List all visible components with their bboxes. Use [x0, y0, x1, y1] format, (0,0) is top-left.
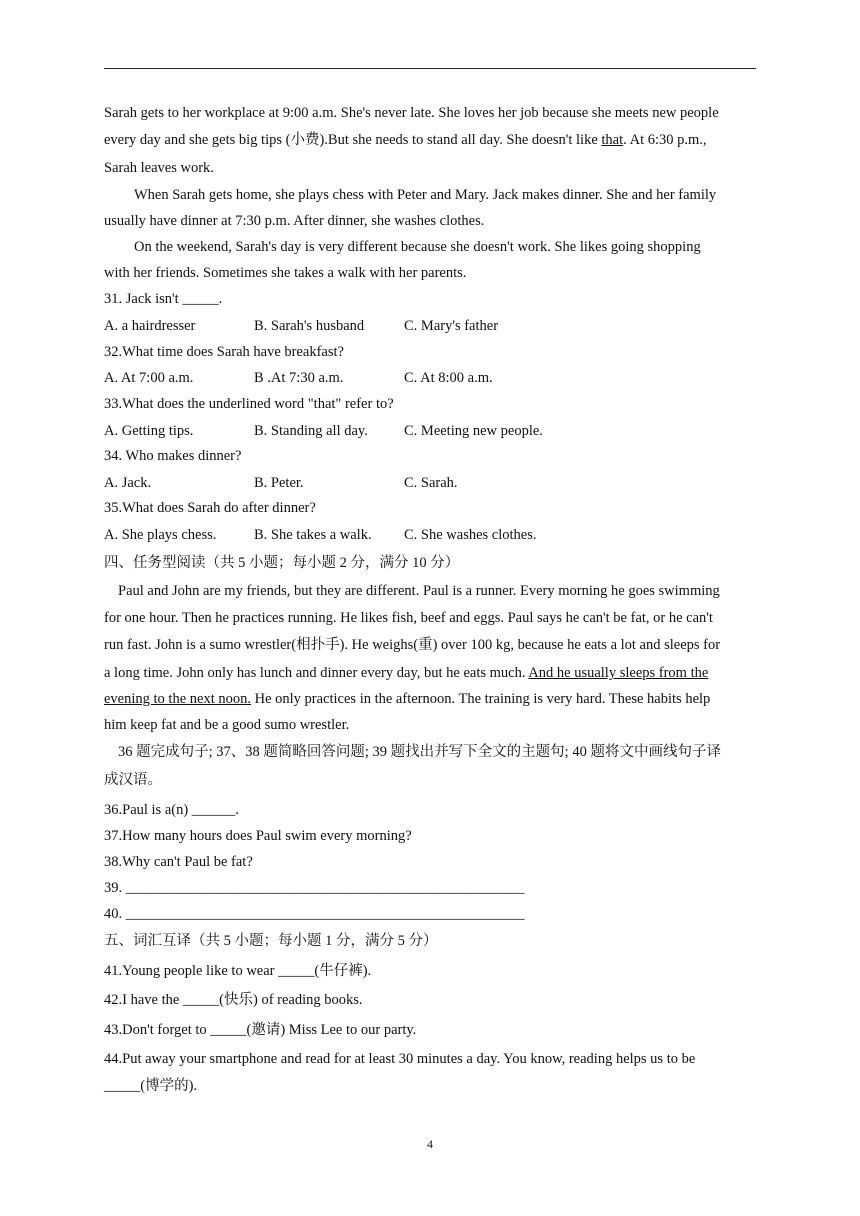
option-a: A. Getting tips. — [104, 423, 194, 439]
option-c: C. Mary's father — [404, 318, 499, 334]
question-stem: 34. Who makes dinner? — [104, 448, 242, 464]
option-c: C. Meeting new people. — [404, 423, 543, 439]
question-39-answer-line: 39. _______________________________________________________ — [104, 880, 525, 896]
question-37: 37.How many hours does Paul swim every morning? — [104, 828, 412, 844]
option-a: A. She plays chess. — [104, 527, 217, 543]
option-c: C. At 8:00 a.m. — [404, 370, 493, 386]
option-b: B. She takes a walk. — [254, 527, 372, 543]
header-rule — [104, 68, 756, 69]
page-number: 4 — [427, 1137, 433, 1151]
passage-line: Sarah gets to her workplace at 9:00 a.m. She's never late. She loves her job because she meets new people — [104, 105, 719, 121]
passage-line: for one hour. Then he practices running. He likes fish, beef and eggs. Paul says he can't be fat, or he can't — [104, 610, 713, 626]
question-43: 43.Don't forget to _____(邀请) Miss Lee to our party. — [104, 1022, 417, 1038]
passage-line: usually have dinner at 7:30 p.m. After dinner, she washes clothes. — [104, 213, 485, 229]
question-38: 38.Why can't Paul be fat? — [104, 854, 253, 870]
question-44: 44.Put away your smartphone and read for at least 30 minutes a day. You know, reading helps us to be — [104, 1051, 696, 1067]
passage-line: a long time. John only has lunch and dinner every day, but he eats much. And he usually sleeps from the — [104, 665, 709, 681]
question-stem: 33.What does the underlined word "that" refer to? — [104, 396, 394, 412]
passage-line: Sarah leaves work. — [104, 160, 214, 176]
section-heading: 五、词汇互译（共 5 小题；每小题 1 分，满分 5 分） — [104, 933, 438, 949]
underlined-word-that: that — [601, 132, 624, 148]
question-stem: 32.What time does Sarah have breakfast? — [104, 344, 344, 360]
instruction-line: 36 题完成句子; 37、38 题简略回答问题; 39 题找出并写下全文的主题句; 40 题将文中画线句子译 — [118, 744, 721, 760]
option-c: C. She washes clothes. — [404, 527, 537, 543]
passage-line: every day and she gets big tips (小费).But she needs to stand all day. She doesn't like that. At 6:30 p.m., — [104, 132, 707, 148]
passage-line: run fast. John is a sumo wrestler(相扑手). He weighs(重) over 100 kg, because he eats a lot and sleeps for — [104, 637, 721, 653]
question-41: 41.Young people like to wear _____(牛仔裤). — [104, 963, 372, 979]
option-a: A. a hairdresser — [104, 318, 196, 334]
underlined-sentence: evening to the next noon. — [104, 691, 251, 707]
passage-line: with her friends. Sometimes she takes a walk with her parents. — [104, 265, 467, 281]
passage-line: Paul and John are my friends, but they are different. Paul is a runner. Every morning he goes swimming — [118, 583, 720, 599]
passage-line: When Sarah gets home, she plays chess with Peter and Mary. Jack makes dinner. She and her family — [134, 187, 717, 203]
passage-line: him keep fat and be a good sumo wrestler. — [104, 717, 350, 733]
passage-line: On the weekend, Sarah's day is very different because she doesn't work. She likes going shopping — [134, 239, 701, 255]
passage-line: evening to the next noon. He only practices in the afternoon. The training is very hard. These habits help — [104, 691, 711, 707]
option-b: B .At 7:30 a.m. — [254, 370, 344, 386]
question-36: 36.Paul is a(n) ______. — [104, 802, 239, 818]
question-42: 42.I have the _____(快乐) of reading books. — [104, 992, 363, 1008]
option-b: B. Sarah's husband — [254, 318, 365, 334]
option-c: C. Sarah. — [404, 475, 458, 491]
section-heading: 四、任务型阅读（共 5 小题；每小题 2 分，满分 10 分） — [104, 555, 460, 571]
option-b: B. Peter. — [254, 475, 304, 491]
question-stem: 31. Jack isn't _____. — [104, 291, 223, 307]
underlined-sentence: And he usually sleeps from the — [528, 665, 709, 681]
option-a: A. At 7:00 a.m. — [104, 370, 194, 386]
instruction-line: 成汉语。 — [104, 772, 162, 788]
option-a: A. Jack. — [104, 475, 152, 491]
option-b: B. Standing all day. — [254, 423, 368, 439]
question-stem: 35.What does Sarah do after dinner? — [104, 500, 316, 516]
question-44-cont: _____(博学的). — [104, 1078, 198, 1094]
question-40-answer-line: 40. _______________________________________________________ — [104, 906, 525, 922]
